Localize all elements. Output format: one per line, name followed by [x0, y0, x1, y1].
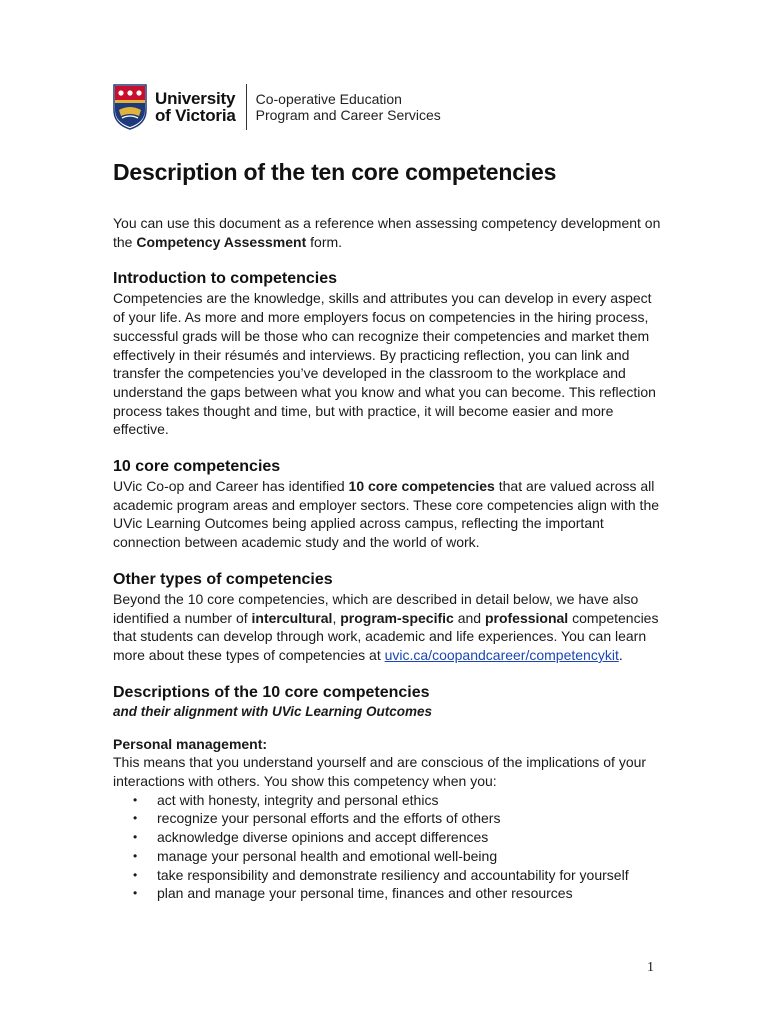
page-number: 1 [647, 960, 654, 975]
intro-paragraph: You can use this document as a reference when assessing competency development on the Competency Assessment form. [113, 215, 661, 250]
section-body: Beyond the 10 core competencies, which are described in detail below, we have also identified a number of intercultural, program-specific and professional competencies that students can develop through work, academic and life experiences. You can learn more about these types of competencies at uvic.ca/coopandcareer/competencykit. [113, 590, 659, 663]
list-item: • plan and manage your personal time, finances and other resources [133, 884, 661, 903]
section-heading: Other types of competencies [113, 570, 333, 588]
competency-body: This means that you understand yourself and are conscious of the implications of your interactions with others. You show this competency when you: [113, 754, 647, 790]
department-name: Co-operative Education Program and Career Services [255, 91, 441, 123]
document-title: Description of the ten core competencies [113, 159, 557, 185]
header-divider [246, 84, 247, 130]
competency-heading: Personal management: [113, 735, 268, 752]
list-item: • act with honesty, integrity and personal ethics [133, 791, 661, 810]
list-item: • manage your personal health and emotional well-being [133, 847, 661, 866]
section-heading: 10 core competencies [113, 458, 281, 476]
section-heading: Descriptions of the 10 core competencies [113, 683, 430, 701]
university-name: University of Victoria [155, 89, 236, 125]
list-item: • acknowledge diverse opinions and accept differences [133, 828, 661, 847]
section-body: Competencies are the knowledge, skills and attributes you can develop in every aspect of your life. As more and more employers focus on competencies in the hiring process, successful grads will be those who can recognize their competencies and market them effectively in their résumés and interviews. By practicing reflection, you can link and transfer the competencies you’ve developed in the classroom to the workplace and understand the gaps between what you know and what you can become. This reflection process takes thought and time, but with practice, it will become easier and more effective. [113, 290, 656, 438]
section-descriptions [113, 683, 661, 721]
list-item: • take responsibility and demonstrate resiliency and accountability for yourself [133, 866, 661, 885]
section-heading: Introduction to competencies [113, 270, 338, 288]
university-crest-icon [113, 84, 147, 130]
section-body: UVic Co-op and Career has identified 10 core competencies that are valued across all academic program areas and employer sectors. These core competencies align with the UVic Learning Outcomes being applied across campus, reflecting the important connection between academic study and the world of work. [113, 478, 660, 551]
section-other-competencies [113, 570, 661, 665]
personal-management [113, 735, 661, 903]
document-body [113, 152, 661, 903]
section-subheading: and their alignment with UVic Learning Outcomes [113, 703, 433, 719]
competency-bullet-list [113, 791, 661, 903]
document-header [113, 82, 441, 132]
competency-kit-link[interactable]: uvic.ca/coopandcareer/competencykit [384, 646, 619, 663]
list-item: • recognize your personal efforts and the efforts of others [133, 809, 661, 828]
section-introduction [113, 269, 661, 439]
section-core-competencies [113, 457, 661, 552]
